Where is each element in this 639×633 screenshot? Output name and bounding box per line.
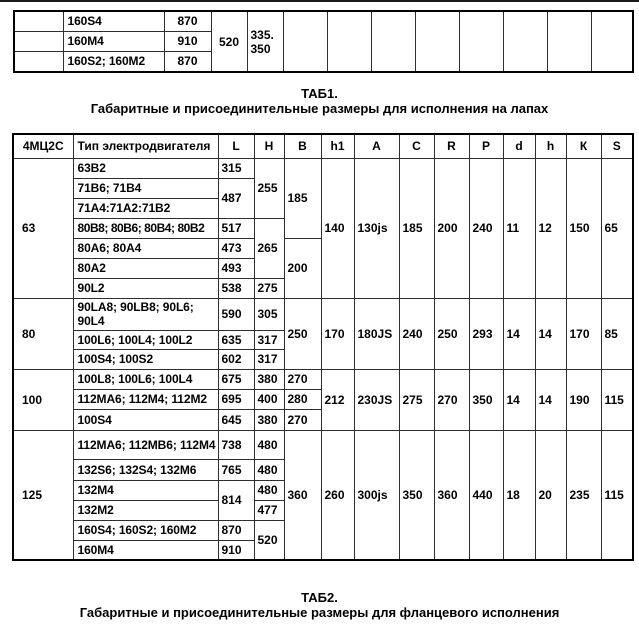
dimension-value-cell: 360 — [284, 430, 321, 560]
dimension-value-cell: 493 — [218, 258, 254, 278]
dimension-value-cell: 910 — [164, 31, 211, 51]
tab1-caption-subtitle: Габаритные и присоединительные размеры для исполнения на лапах — [90, 101, 549, 116]
dimension-value-cell: 477 — [254, 500, 284, 520]
dimension-value-cell: 317 — [254, 349, 284, 369]
dimension-value-cell: 675 — [218, 369, 254, 389]
dimension-value-cell: 538 — [218, 278, 254, 298]
column-header: d — [503, 134, 535, 158]
motor-type-cell: 132М2 — [73, 500, 218, 520]
dimension-value-cell — [247, 11, 283, 72]
column-header: S — [601, 134, 633, 158]
dimension-value-cell: 85 — [601, 298, 633, 369]
column-header: A — [354, 134, 399, 158]
dimension-value-cell: 293 — [469, 298, 503, 369]
motor-type-cell: 112МА6; 112МВ6; 112М4 — [73, 430, 218, 459]
dimension-value-cell: 870 — [164, 11, 211, 31]
dimension-value-cell: 910 — [218, 540, 254, 560]
empty-cell — [415, 11, 459, 72]
dimension-value-cell: 360 — [434, 430, 469, 560]
column-header: К — [566, 134, 601, 158]
motor-type-cell: 100L6; 100L4; 100L2 — [73, 330, 218, 349]
empty-cell — [14, 31, 63, 51]
dimension-value-cell: 260 — [321, 430, 354, 560]
dimension-value-cell: 185 — [399, 158, 434, 298]
dimension-value-cell: 350 — [399, 430, 434, 560]
empty-cell — [547, 11, 591, 72]
dimension-value-cell: 487 — [218, 178, 254, 218]
dimension-value-cell: 115 — [601, 369, 633, 430]
tab1-caption-title: ТАБ1. — [301, 86, 338, 101]
dimension-value-cell: 480 — [254, 480, 284, 500]
dimension-value-cell: 250 — [284, 298, 321, 369]
dimension-value-cell: 590 — [218, 298, 254, 330]
empty-cell — [591, 11, 633, 72]
frame-size-cell: 100 — [13, 369, 73, 430]
dimension-value-cell: 280 — [284, 389, 321, 409]
dimension-value-cell: 440 — [469, 430, 503, 560]
dimension-value-cell: 870 — [164, 51, 211, 72]
motor-type-cell: 71А4:71А2:71В2 — [73, 198, 218, 218]
column-header: B — [284, 134, 321, 158]
dimension-value-cell: 380 — [254, 369, 284, 389]
empty-cell — [371, 11, 415, 72]
empty-cell — [503, 11, 547, 72]
value-line: 350 — [250, 41, 271, 56]
frame-size-cell: 80 — [13, 298, 73, 369]
dimension-value-cell: 520 — [211, 11, 247, 72]
dimension-value-cell: 140 — [321, 158, 354, 298]
motor-type-cell: 90L2 — [73, 278, 218, 298]
dimension-value-cell: 170 — [566, 298, 601, 369]
dimension-value-cell: 14 — [535, 298, 566, 369]
cut-off-row-border — [0, 0, 639, 2]
dimension-value-cell: 520 — [254, 520, 284, 560]
dimension-value-cell: 14 — [503, 369, 535, 430]
dimension-value-cell: 20 — [535, 430, 566, 560]
dimension-value-cell: 602 — [218, 349, 254, 369]
tab1-table-fragment — [13, 10, 634, 73]
dimension-value-cell: 18 — [503, 430, 535, 560]
tab1-caption — [0, 86, 639, 116]
motor-type-cell: 160М4 — [63, 31, 164, 51]
dimension-value-cell: 14 — [535, 369, 566, 430]
dimension-value-cell: 14 — [503, 298, 535, 369]
dimension-value-cell: 380 — [254, 409, 284, 430]
tab2-caption-title: ТАБ2. — [301, 590, 338, 605]
dimension-value-cell: 190 — [566, 369, 601, 430]
frame-size-cell: 125 — [13, 430, 73, 560]
dimension-value-cell: 473 — [218, 238, 254, 258]
frame-size-cell: 63 — [13, 158, 73, 298]
column-header: C — [399, 134, 434, 158]
motor-type-cell: 132S6; 132S4; 132М6 — [73, 459, 218, 480]
dimension-value-cell: 170 — [321, 298, 354, 369]
dimension-value-cell: 115 — [601, 430, 633, 560]
dimension-value-cell: 180JS — [354, 298, 399, 369]
dimension-value-cell: 275 — [254, 278, 284, 298]
tab2-table — [12, 133, 634, 561]
motor-type-cell: 100S4 — [73, 409, 218, 430]
dimension-value-cell: 11 — [503, 158, 535, 298]
motor-type-cell: 160S4; 160S2; 160М2 — [73, 520, 218, 540]
column-header: L — [218, 134, 254, 158]
motor-type-cell: 160S2; 160М2 — [63, 51, 164, 72]
motor-type-cell: 112МА6; 112М4; 112М2 — [73, 389, 218, 409]
column-header: h — [535, 134, 566, 158]
motor-type-cell: 71В6; 71В4 — [73, 178, 218, 198]
dimension-value-cell: 315 — [218, 158, 254, 178]
dimension-value-cell: 200 — [284, 238, 321, 298]
dimension-value-cell: 255 — [254, 158, 284, 218]
dimension-value-cell: 270 — [434, 369, 469, 430]
dimension-value-cell: 695 — [218, 389, 254, 409]
dimension-value-cell: 270 — [284, 369, 321, 389]
dimension-value-cell: 517 — [218, 218, 254, 238]
motor-type-cell: 100L8; 100L6; 100L4 — [73, 369, 218, 389]
dimension-value-cell: 738 — [218, 430, 254, 459]
dimension-value-cell: 480 — [254, 459, 284, 480]
dimension-value-cell: 65 — [601, 158, 633, 298]
motor-type-cell: 160S4 — [63, 11, 164, 31]
dimension-value-cell: 400 — [254, 389, 284, 409]
dimension-value-cell: 350 — [469, 369, 503, 430]
dimension-value-cell: 265 — [254, 218, 284, 278]
motor-type-cell: 80В8; 80В6; 80В4; 80В2 — [73, 218, 218, 238]
dimension-value-cell: 275 — [399, 369, 434, 430]
column-header: Тип электродвигателя — [73, 134, 218, 158]
empty-cell — [459, 11, 503, 72]
motor-type-cell: 80А2 — [73, 258, 218, 278]
dimension-value-cell: 230JS — [354, 369, 399, 430]
dimension-value-cell: 150 — [566, 158, 601, 298]
column-header: H — [254, 134, 284, 158]
column-header: 4МЦ2С — [13, 134, 73, 158]
motor-type-cell: 100S4; 100S2 — [73, 349, 218, 369]
dimension-value-cell: 240 — [399, 298, 434, 369]
dimension-value-cell: 814 — [218, 480, 254, 520]
column-header: P — [469, 134, 503, 158]
dimension-value-cell: 765 — [218, 459, 254, 480]
dimension-value-cell: 305 — [254, 298, 284, 330]
dimension-value-cell: 635 — [218, 330, 254, 349]
tab2-caption — [0, 590, 639, 620]
dimension-value-cell: 212 — [321, 369, 354, 430]
empty-cell — [327, 11, 371, 72]
dimension-value-cell: 480 — [254, 430, 284, 459]
dimension-value-cell: 240 — [469, 158, 503, 298]
dimension-value-cell: 270 — [284, 409, 321, 430]
dimension-value-cell: 130js — [354, 158, 399, 298]
empty-cell — [14, 11, 63, 31]
dimension-value-cell: 250 — [434, 298, 469, 369]
motor-type-cell: 132М4 — [73, 480, 218, 500]
value-line: 335. — [250, 27, 274, 42]
motor-type-cell: 80А6; 80А4 — [73, 238, 218, 258]
dimension-value-cell: 300js — [354, 430, 399, 560]
empty-cell — [14, 51, 63, 72]
motor-type-cell: 160М4 — [73, 540, 218, 560]
dimension-value-cell: 185 — [284, 158, 321, 238]
empty-cell — [283, 11, 327, 72]
dimension-value-cell: 317 — [254, 330, 284, 349]
column-header: h1 — [321, 134, 354, 158]
dimension-value-cell: 12 — [535, 158, 566, 298]
dimension-value-cell: 200 — [434, 158, 469, 298]
dimension-value-cell: 645 — [218, 409, 254, 430]
motor-type-cell: 63В2 — [73, 158, 218, 178]
dimension-value-cell: 870 — [218, 520, 254, 540]
motor-type-cell: 90LA8; 90LB8; 90L6; 90L4 — [73, 298, 218, 330]
column-header: R — [434, 134, 469, 158]
dimension-value-cell: 235 — [566, 430, 601, 560]
tab2-caption-subtitle: Габаритные и присоединительные размеры для фланцевого исполнения — [79, 605, 560, 620]
